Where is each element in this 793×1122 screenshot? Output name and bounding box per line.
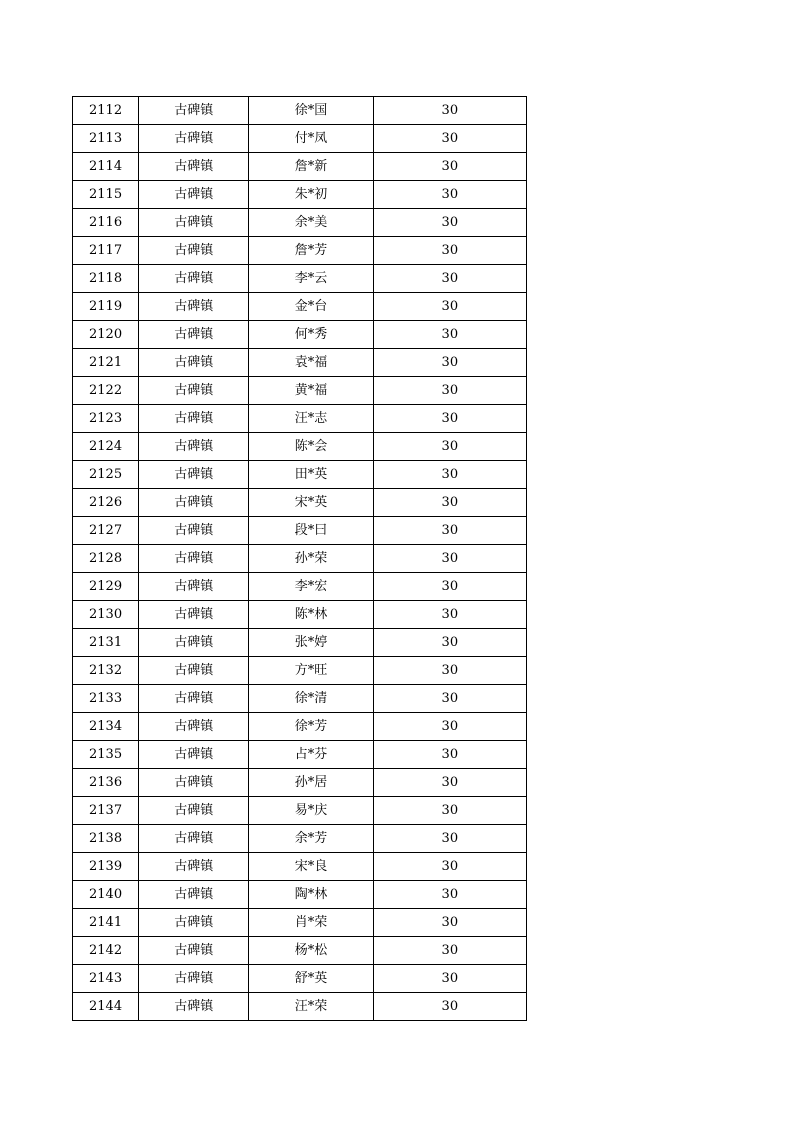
town-cell: 古碑镇 <box>139 769 249 797</box>
table-row <box>73 881 527 909</box>
name-cell: 徐*芳 <box>249 713 373 741</box>
town-cell: 古碑镇 <box>139 853 249 881</box>
table-row <box>73 629 527 657</box>
name-cell: 何*秀 <box>249 321 373 349</box>
town-cell: 古碑镇 <box>139 713 249 741</box>
amount-cell: 30 <box>373 461 526 489</box>
amount-cell: 30 <box>373 853 526 881</box>
row-number-cell: 2143 <box>73 965 139 993</box>
row-number-cell: 2134 <box>73 713 139 741</box>
name-cell: 肖*荣 <box>249 909 373 937</box>
town-cell: 古碑镇 <box>139 825 249 853</box>
town-cell: 古碑镇 <box>139 937 249 965</box>
table-row <box>73 713 527 741</box>
table-row <box>73 293 527 321</box>
amount-cell: 30 <box>373 741 526 769</box>
row-number-cell: 2126 <box>73 489 139 517</box>
town-cell: 古碑镇 <box>139 993 249 1021</box>
town-cell: 古碑镇 <box>139 657 249 685</box>
amount-cell: 30 <box>373 685 526 713</box>
town-cell: 古碑镇 <box>139 293 249 321</box>
town-cell: 古碑镇 <box>139 601 249 629</box>
table-row <box>73 405 527 433</box>
row-number-cell: 2133 <box>73 685 139 713</box>
amount-cell: 30 <box>373 657 526 685</box>
amount-cell: 30 <box>373 909 526 937</box>
table-row <box>73 433 527 461</box>
town-cell: 古碑镇 <box>139 237 249 265</box>
row-number-cell: 2123 <box>73 405 139 433</box>
name-cell: 孙*荣 <box>249 545 373 573</box>
row-number-cell: 2127 <box>73 517 139 545</box>
amount-cell: 30 <box>373 629 526 657</box>
table-row <box>73 825 527 853</box>
table-row <box>73 125 527 153</box>
table-row <box>73 153 527 181</box>
town-cell: 古碑镇 <box>139 349 249 377</box>
row-number-cell: 2136 <box>73 769 139 797</box>
row-number-cell: 2116 <box>73 209 139 237</box>
name-cell: 陈*林 <box>249 601 373 629</box>
name-cell: 陶*林 <box>249 881 373 909</box>
row-number-cell: 2112 <box>73 97 139 125</box>
row-number-cell: 2125 <box>73 461 139 489</box>
town-cell: 古碑镇 <box>139 97 249 125</box>
name-cell: 徐*清 <box>249 685 373 713</box>
amount-cell: 30 <box>373 265 526 293</box>
table-row <box>73 601 527 629</box>
town-cell: 古碑镇 <box>139 685 249 713</box>
name-cell: 余*芳 <box>249 825 373 853</box>
table-row <box>73 657 527 685</box>
town-cell: 古碑镇 <box>139 181 249 209</box>
name-cell: 易*庆 <box>249 797 373 825</box>
name-cell: 段*曰 <box>249 517 373 545</box>
table-row <box>73 545 527 573</box>
name-cell: 李*云 <box>249 265 373 293</box>
table-row <box>73 349 527 377</box>
name-cell: 陈*会 <box>249 433 373 461</box>
table-row <box>73 461 527 489</box>
town-cell: 古碑镇 <box>139 573 249 601</box>
town-cell: 古碑镇 <box>139 461 249 489</box>
row-number-cell: 2129 <box>73 573 139 601</box>
town-cell: 古碑镇 <box>139 433 249 461</box>
name-cell: 田*英 <box>249 461 373 489</box>
name-cell: 金*台 <box>249 293 373 321</box>
amount-cell: 30 <box>373 545 526 573</box>
amount-cell: 30 <box>373 965 526 993</box>
amount-cell: 30 <box>373 993 526 1021</box>
row-number-cell: 2115 <box>73 181 139 209</box>
amount-cell: 30 <box>373 601 526 629</box>
row-number-cell: 2135 <box>73 741 139 769</box>
amount-cell: 30 <box>373 377 526 405</box>
amount-cell: 30 <box>373 293 526 321</box>
table-row <box>73 769 527 797</box>
row-number-cell: 2141 <box>73 909 139 937</box>
row-number-cell: 2130 <box>73 601 139 629</box>
town-cell: 古碑镇 <box>139 517 249 545</box>
town-cell: 古碑镇 <box>139 265 249 293</box>
table-body <box>73 97 527 1021</box>
row-number-cell: 2142 <box>73 937 139 965</box>
name-cell: 杨*松 <box>249 937 373 965</box>
table-row <box>73 797 527 825</box>
town-cell: 古碑镇 <box>139 545 249 573</box>
name-cell: 汪*荣 <box>249 993 373 1021</box>
amount-cell: 30 <box>373 769 526 797</box>
town-cell: 古碑镇 <box>139 209 249 237</box>
row-number-cell: 2140 <box>73 881 139 909</box>
table-row <box>73 685 527 713</box>
table-row <box>73 377 527 405</box>
name-cell: 詹*芳 <box>249 237 373 265</box>
town-cell: 古碑镇 <box>139 405 249 433</box>
town-cell: 古碑镇 <box>139 797 249 825</box>
table-row <box>73 517 527 545</box>
town-cell: 古碑镇 <box>139 965 249 993</box>
row-number-cell: 2137 <box>73 797 139 825</box>
table-row <box>73 209 527 237</box>
table-row <box>73 573 527 601</box>
amount-cell: 30 <box>373 517 526 545</box>
amount-cell: 30 <box>373 937 526 965</box>
data-table <box>72 96 527 1021</box>
town-cell: 古碑镇 <box>139 629 249 657</box>
row-number-cell: 2132 <box>73 657 139 685</box>
name-cell: 袁*福 <box>249 349 373 377</box>
town-cell: 古碑镇 <box>139 741 249 769</box>
table-row <box>73 237 527 265</box>
row-number-cell: 2144 <box>73 993 139 1021</box>
amount-cell: 30 <box>373 713 526 741</box>
row-number-cell: 2113 <box>73 125 139 153</box>
amount-cell: 30 <box>373 97 526 125</box>
table-row <box>73 97 527 125</box>
amount-cell: 30 <box>373 321 526 349</box>
name-cell: 方*旺 <box>249 657 373 685</box>
row-number-cell: 2119 <box>73 293 139 321</box>
town-cell: 古碑镇 <box>139 377 249 405</box>
amount-cell: 30 <box>373 349 526 377</box>
row-number-cell: 2117 <box>73 237 139 265</box>
row-number-cell: 2118 <box>73 265 139 293</box>
table-row <box>73 489 527 517</box>
town-cell: 古碑镇 <box>139 321 249 349</box>
town-cell: 古碑镇 <box>139 153 249 181</box>
amount-cell: 30 <box>373 125 526 153</box>
row-number-cell: 2128 <box>73 545 139 573</box>
amount-cell: 30 <box>373 181 526 209</box>
table-row <box>73 265 527 293</box>
row-number-cell: 2138 <box>73 825 139 853</box>
table-row <box>73 909 527 937</box>
name-cell: 孙*居 <box>249 769 373 797</box>
name-cell: 朱*初 <box>249 181 373 209</box>
amount-cell: 30 <box>373 573 526 601</box>
town-cell: 古碑镇 <box>139 125 249 153</box>
name-cell: 付*凤 <box>249 125 373 153</box>
amount-cell: 30 <box>373 405 526 433</box>
row-number-cell: 2131 <box>73 629 139 657</box>
amount-cell: 30 <box>373 825 526 853</box>
amount-cell: 30 <box>373 209 526 237</box>
row-number-cell: 2114 <box>73 153 139 181</box>
name-cell: 李*宏 <box>249 573 373 601</box>
name-cell: 徐*国 <box>249 97 373 125</box>
row-number-cell: 2124 <box>73 433 139 461</box>
table-row <box>73 181 527 209</box>
amount-cell: 30 <box>373 797 526 825</box>
row-number-cell: 2139 <box>73 853 139 881</box>
amount-cell: 30 <box>373 237 526 265</box>
table-row <box>73 965 527 993</box>
name-cell: 黄*福 <box>249 377 373 405</box>
name-cell: 宋*良 <box>249 853 373 881</box>
table-row <box>73 937 527 965</box>
table-row <box>73 853 527 881</box>
name-cell: 宋*英 <box>249 489 373 517</box>
name-cell: 占*芬 <box>249 741 373 769</box>
name-cell: 詹*新 <box>249 153 373 181</box>
row-number-cell: 2122 <box>73 377 139 405</box>
town-cell: 古碑镇 <box>139 881 249 909</box>
amount-cell: 30 <box>373 433 526 461</box>
row-number-cell: 2121 <box>73 349 139 377</box>
name-cell: 舒*英 <box>249 965 373 993</box>
town-cell: 古碑镇 <box>139 489 249 517</box>
table-row <box>73 741 527 769</box>
name-cell: 张*婷 <box>249 629 373 657</box>
name-cell: 汪*志 <box>249 405 373 433</box>
amount-cell: 30 <box>373 153 526 181</box>
amount-cell: 30 <box>373 881 526 909</box>
town-cell: 古碑镇 <box>139 909 249 937</box>
amount-cell: 30 <box>373 489 526 517</box>
table-row <box>73 993 527 1021</box>
table-row <box>73 321 527 349</box>
row-number-cell: 2120 <box>73 321 139 349</box>
name-cell: 余*美 <box>249 209 373 237</box>
